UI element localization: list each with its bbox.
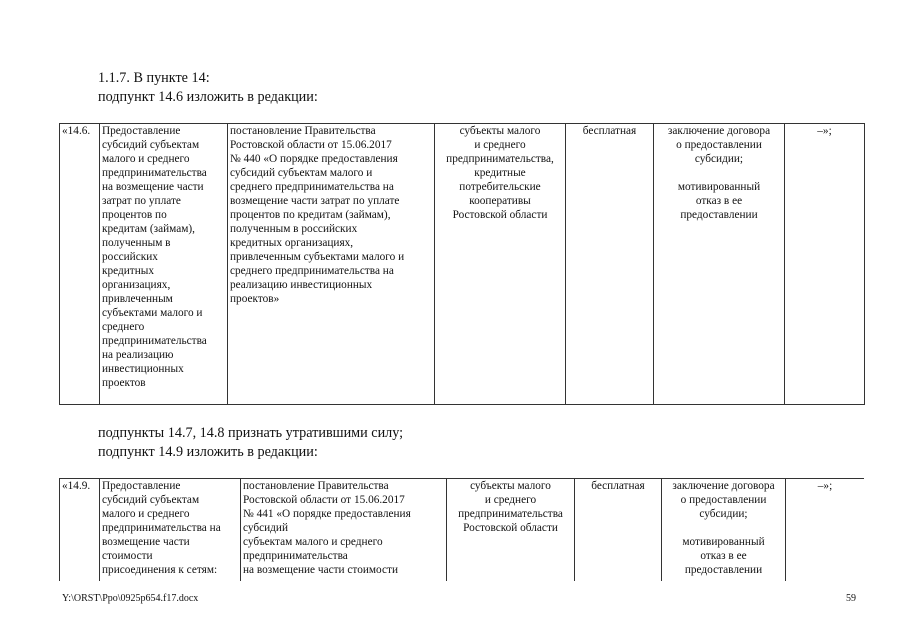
paragraph-subpoint-14-9: подпункт 14.9 изложить в редакции: <box>98 444 318 460</box>
table-subpoint-14-9-wrapper <box>59 478 864 581</box>
cell-cost: бесплатная <box>566 124 654 405</box>
cell-legal-basis: постановление Правительства Ростовской области от 15.06.2017 № 440 «О порядке предоставления субсидий субъектам малого и среднего предпринимательства на возмещение части затрат по уплате процентов по кредитам (займам), полученным в российских кредитных организациях, привлеченным субъектами малого и среднего предпринимательства на реализацию инвестиционных проектов» <box>228 124 435 405</box>
page-number: 59 <box>846 593 856 604</box>
cell-cost: бесплатная <box>575 479 662 582</box>
cell-number: «14.6. <box>60 124 100 405</box>
table-row <box>60 479 865 582</box>
cell-result: заключение договора о предоставлении субсидии; мотивированный отказ в ее предоставлении <box>654 124 785 405</box>
cell-legal-basis: постановление Правительства Ростовской области от 15.06.2017 № 441 «О порядке предоставления субсидий субъектам малого и среднего предпринимательства на возмещение части стоимости <box>241 479 447 582</box>
cell-end-mark: –»; <box>785 124 865 405</box>
cell-service-name: Предоставление субсидий субъектам малого и среднего предпринимательства на возмещение части стоимости присоединения к сетям: <box>100 479 241 582</box>
paragraph-repeal: подпункты 14.7, 14.8 признать утратившими силу; <box>98 425 404 441</box>
cell-end-mark: –»; <box>786 479 865 582</box>
cell-number: «14.9. <box>60 479 100 582</box>
cell-recipients: субъекты малого и среднего предпринимательства, кредитные потребительские кооперативы Ростовской области <box>435 124 566 405</box>
cell-service-name: Предоставление субсидий субъектам малого и среднего предпринимательства на возмещение части затрат по уплате процентов по кредитам (займам), полученным в российских кредитных организациях, привлеченным субъектами малого и среднего предпринимательства на реализацию инвестиционных проектов <box>100 124 228 405</box>
cell-recipients: субъекты малого и среднего предпринимательства Ростовской области <box>447 479 575 582</box>
footer-file-path: Y:\ORST\Ppo\0925p654.f17.docx <box>62 593 199 604</box>
paragraph-section-title: 1.1.7. В пункте 14: <box>98 70 210 86</box>
table-subpoint-14-9 <box>59 478 864 581</box>
table-row <box>60 124 865 405</box>
table-subpoint-14-6 <box>59 123 865 405</box>
cell-result: заключение договора о предоставлении субсидии; мотивированный отказ в ее предоставлении <box>662 479 786 582</box>
paragraph-subpoint-14-6: подпункт 14.6 изложить в редакции: <box>98 89 318 105</box>
